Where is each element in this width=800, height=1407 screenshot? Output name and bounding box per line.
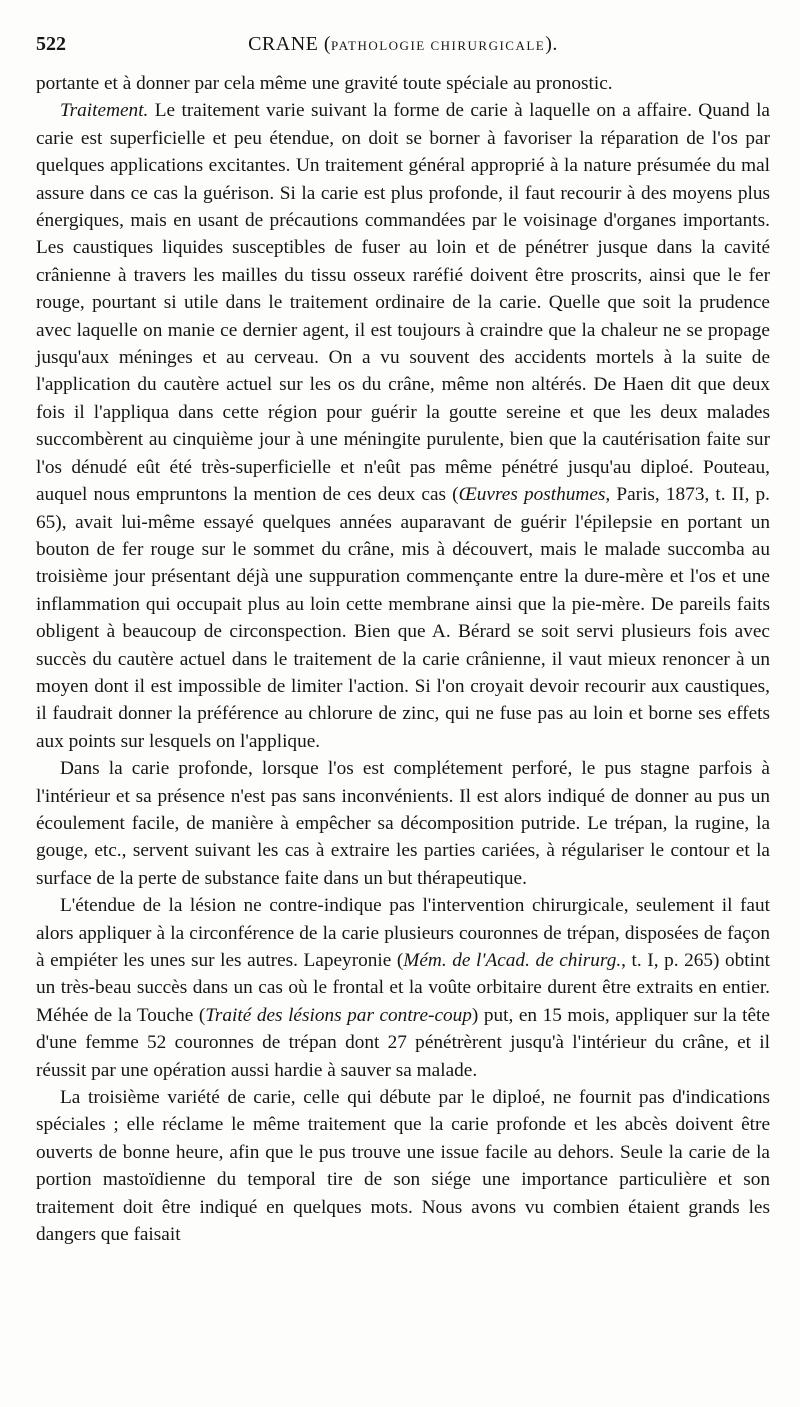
paragraph bbox=[36, 755, 770, 892]
text-run: La troisième variété de carie, celle qui débute par le diploé, ne fournit pas d'indications spéciales ; elle réclame le même traitement que la carie profonde et les abcès doivent être ouverts de bonne heure, afin que le pus trouve une issue facile au dehors. Seule la carie de la portion mastoïdienne du temporal tire de son siége une importance particulière et son traitement doit être indiqué en quelques mots. Nous avons vu combien étaient grands les dangers que faisait bbox=[36, 1087, 770, 1246]
running-title-subtitle: PATHOLOGIE CHIRURGICALE bbox=[331, 38, 546, 53]
running-title bbox=[36, 32, 770, 58]
page-number: 522 bbox=[36, 33, 66, 55]
running-header bbox=[36, 30, 770, 70]
paragraph bbox=[36, 70, 770, 97]
text-run: L'étendue de la lésion ne contre-indique pas l'intervention chirurgicale, seulement il faut alors appliquer à la circonférence de la carie plusieurs couronnes de trépan, disposées de façon à empiéter les unes sur les autres. Lapeyronie ( bbox=[36, 895, 770, 971]
paragraph bbox=[36, 1084, 770, 1248]
italic-text: Œuvres posthumes bbox=[458, 484, 606, 506]
text-run: Le traitement varie suivant la forme de carie à laquelle on a affaire. Quand la carie est superficielle et peu étendue, on doit se borner à favoriser la réparation de l'os par quelques applications excitantes. Un traitement général approprié à la nature présumée du mal assure dans ce cas la guérison. Si la carie est plus profonde, il faut recourir à des moyens plus énergiques, mais en usant de précautions commandées par le voisinage d'organes importants. Les caustiques liquides susceptibles de fuser au loin et de pénétrer jusque dans la cavité crânienne à travers les mailles du tissu osseux raréfié doivent être proscrits, ainsi que le fer rouge, pourtant si utile dans le traitement ordinaire de la carie. Quelle que soit la prudence avec laquelle on manie ce dernier agent, il est toujours à craindre que la chaleur ne se propage jusqu'aux méninges et au cerveau. On a vu souvent des accidents mortels à la suite de l'application du cautère actuel sur les os du crâne, même non altérés. De Haen dit que deux fois il l'appliqua dans cette région pour guérir la goutte sereine et que les deux malades succombèrent au cinquième jour à une méningite purulente, bien que la cautérisation faite sur l'os dénudé eût été très-superficielle et n'eût pas même pénétré jusqu'au diploé. Pouteau, auquel nous empruntons la mention de ces deux cas ( bbox=[36, 100, 770, 506]
italic-text: Mém. de l'Acad. de chirurg. bbox=[403, 950, 622, 971]
paragraph bbox=[36, 892, 770, 1084]
italic-text: Traité des lésions par contre-coup bbox=[205, 1004, 472, 1026]
text-run: ) put, en 15 mois, appliquer sur la tête d'une femme 52 couronnes de trépan dont 27 pénétrèrent jusqu'à l'intérieur du crâne, et il réussit par une opération aussi hardie à sauver sa malade. bbox=[36, 1004, 770, 1081]
paragraph bbox=[36, 97, 770, 755]
running-title-main: CRANE ( bbox=[248, 33, 332, 55]
text-run: Dans la carie profonde, lorsque l'os est complétement perforé, le pus stagne parfois à l'intérieur et sa présence n'est pas sans inconvénients. Il est alors indiqué de donner au pus un écoulement facile, de manière à empêcher sa décomposition putride. Le trépan, la rugine, la gouge, etc., servent suivant les cas à extraire les parties cariées, à régulariser le contour et la surface de la perte de substance faite dans un but thérapeutique. bbox=[36, 758, 770, 889]
running-title-end: ). bbox=[545, 33, 558, 55]
text-run: , Paris, 1873, t. II, p. 65), avait lui-même essayé quelques années auparavant de guérir l'épilepsie en portant un bouton de fer rouge sur le sommet du crâne, mis à découvert, mais le malade succomba au troisième jour présentant déjà une suppuration commençante entre la dure-mère et l'os et une inflammation qui occupait plus au loin cette membrane ainsi que la pie-mère. De pareils faits obligent à beaucoup de circonspection. Bien que A. Bérard se soit servi plusieurs fois avec succès du cautère actuel dans le traitement de la carie crânienne, il vaut mieux renoncer à un moyen dont il est impossible de limiter l'action. Si l'on croyait devoir recourir aux caustiques, il faudrait donner la préférence au chlorure de zinc, qui ne fuse pas au loin et borne ses effets aux points sur lesquels on l'applique. bbox=[36, 484, 771, 752]
italic-text: Traitement. bbox=[60, 100, 149, 122]
text-run: portante et à donner par cela même une gravité toute spéciale au pronostic. bbox=[36, 73, 613, 94]
body-text bbox=[36, 70, 770, 1248]
text-run: , t. I, p. 265) obtint un très-beau succès dans un cas où le frontal et la voûte orbitaire durent être extraits en entier. Méhée de la Touche ( bbox=[36, 950, 770, 1026]
